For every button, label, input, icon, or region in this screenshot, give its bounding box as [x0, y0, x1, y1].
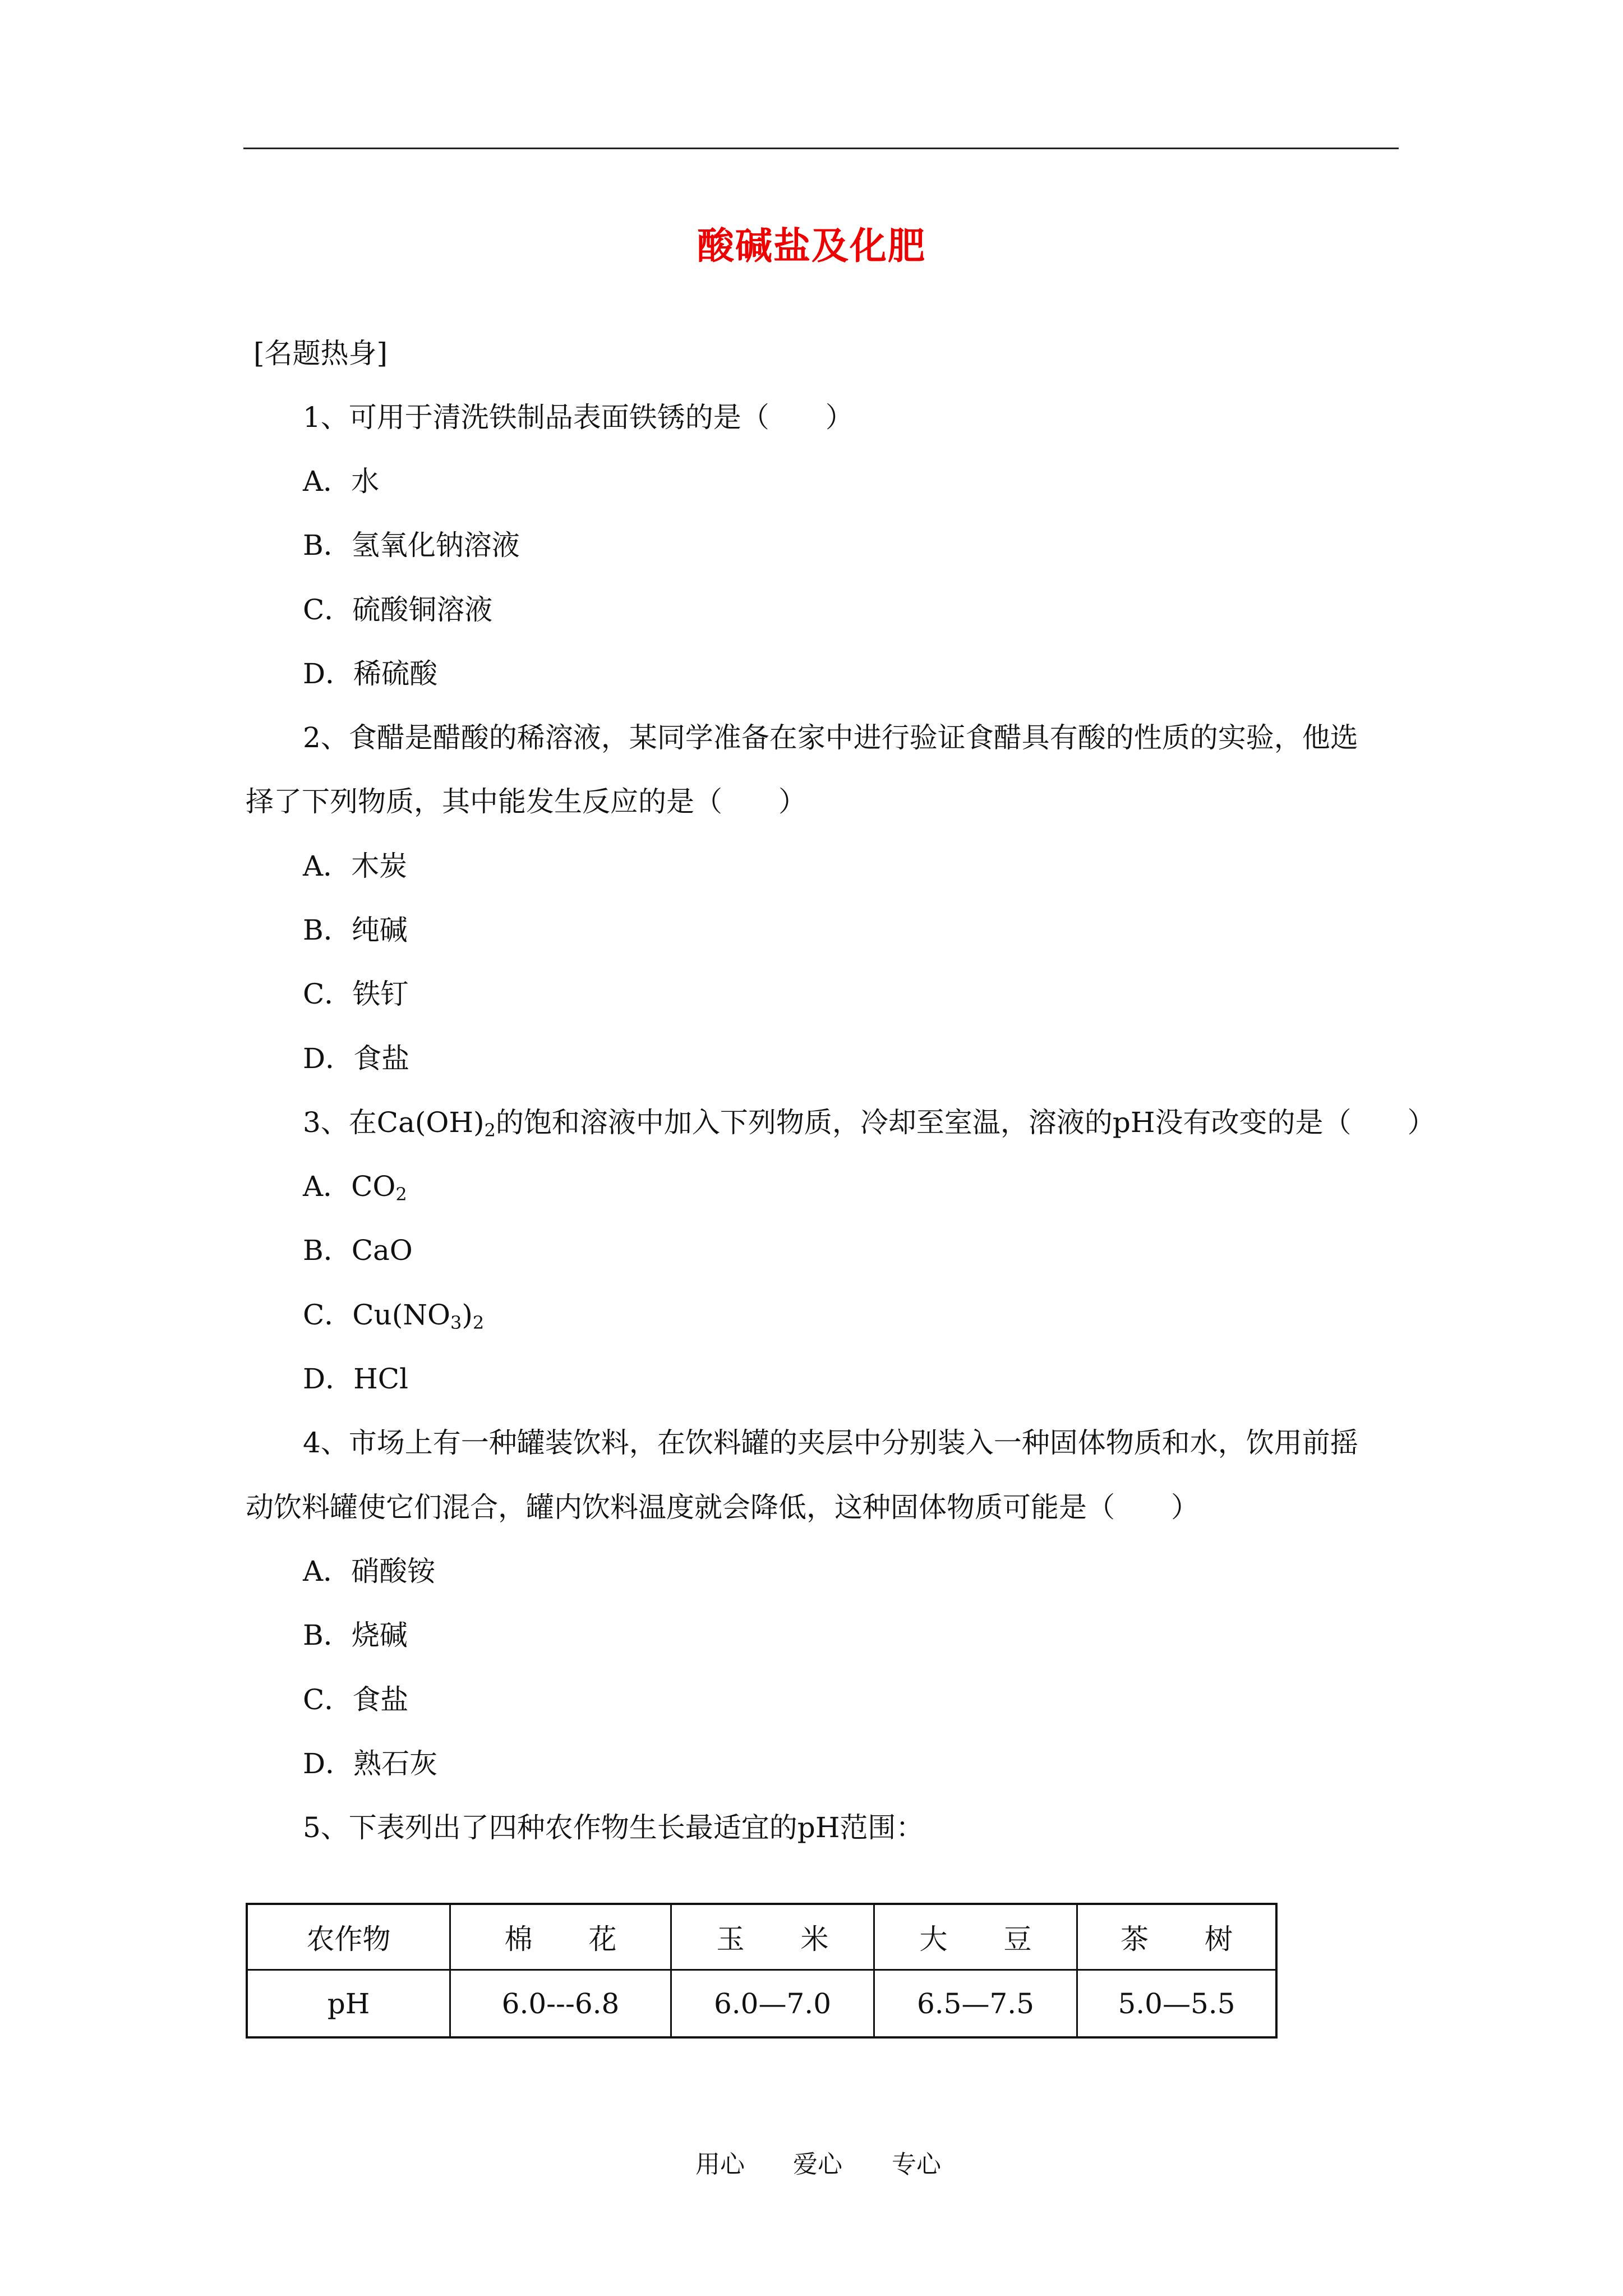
table-header-cell: 茶 树 — [1078, 1905, 1275, 1971]
footer-word-3: 专心 — [892, 2150, 941, 2179]
footer-word-2: 爱心 — [793, 2150, 842, 2179]
question-1-option-a: A．水 — [303, 465, 380, 498]
question-3-stem-pre: 3、在Ca(OH) — [303, 1106, 485, 1139]
table-header-cell: 棉 花 — [451, 1905, 672, 1971]
question-5-stem: 5、下表列出了四种农作物生长最适宜的pH范围： — [303, 1811, 924, 1844]
table-cell: 5.0—5.5 — [1118, 1987, 1235, 2020]
question-3-option-a — [303, 1167, 407, 1206]
question-3-option-c-text: C．Cu(NO — [303, 1299, 450, 1331]
question-2-option-b: B．纯碱 — [303, 914, 408, 946]
footer-word-1: 用心 — [695, 2150, 745, 2179]
table-header-cell: 农作物 — [248, 1905, 451, 1971]
question-4-option-a: A．硝酸铵 — [303, 1555, 436, 1588]
subscript: 2 — [395, 1184, 407, 1205]
question-4-stem-line-1: 4、市场上有一种罐装饮料，在饮料罐的夹层中分别装入一种固体物质和水，饮用前摇 — [303, 1427, 1358, 1459]
question-1-stem: 1、可用于清洗铁制品表面铁锈的是（ ） — [303, 401, 854, 434]
question-4-stem-line-2: 动饮料罐使它们混合，罐内饮料温度就会降低，这种固体物质可能是（ ） — [246, 1491, 1199, 1524]
table-cell: 6.0—7.0 — [672, 1971, 875, 2036]
question-2-option-d: D．食盐 — [303, 1042, 410, 1075]
table-cell: 6.5—7.5 — [875, 1971, 1078, 2036]
question-4-option-b: B．烧碱 — [303, 1619, 408, 1651]
question-2-option-c: C．铁钉 — [303, 978, 409, 1010]
question-3-option-b: B．CaO — [303, 1234, 413, 1267]
question-3-option-c — [303, 1295, 484, 1335]
subscript: 2 — [472, 1312, 485, 1333]
subscript: 3 — [450, 1312, 462, 1333]
section-heading: [名题热身] — [253, 337, 388, 370]
document-title: 酸碱盐及化肥 — [697, 224, 926, 268]
question-3-option-c-paren: ) — [462, 1299, 473, 1331]
table-cell: pH — [248, 1971, 451, 2036]
question-2-stem-line-1: 2、食醋是醋酸的稀溶液，某同学准备在家中进行验证食醋具有酸的性质的实验，他选 — [303, 721, 1358, 754]
question-3-option-d: D．HCl — [303, 1363, 408, 1395]
question-3-stem — [303, 1103, 1435, 1142]
question-2-stem-line-2: 择了下列物质，其中能发生反应的是（ ） — [246, 785, 806, 818]
question-1-option-d: D．稀硫酸 — [303, 657, 438, 690]
question-3-option-a-text: A．CO — [303, 1170, 396, 1203]
table-header-cell: 玉 米 — [672, 1905, 875, 1971]
header-rule — [243, 148, 1399, 149]
question-4-option-d: D．熟石灰 — [303, 1747, 438, 1780]
question-1-option-b: B．氢氧化钠溶液 — [303, 529, 520, 562]
question-3-stem-post: 的饱和溶液中加入下列物质，冷却至室温，溶液的pH没有改变的是（ ） — [495, 1106, 1436, 1139]
question-1-option-c: C．硫酸铜溶液 — [303, 593, 493, 626]
ph-range-table — [246, 1903, 1278, 2039]
table-header-cell: 大 豆 — [875, 1905, 1078, 1971]
table-cell: 6.0---6.8 — [451, 1971, 672, 2036]
question-4-option-c: C．食盐 — [303, 1683, 409, 1716]
subscript: 2 — [484, 1120, 496, 1141]
question-2-option-a: A．木炭 — [303, 850, 408, 882]
